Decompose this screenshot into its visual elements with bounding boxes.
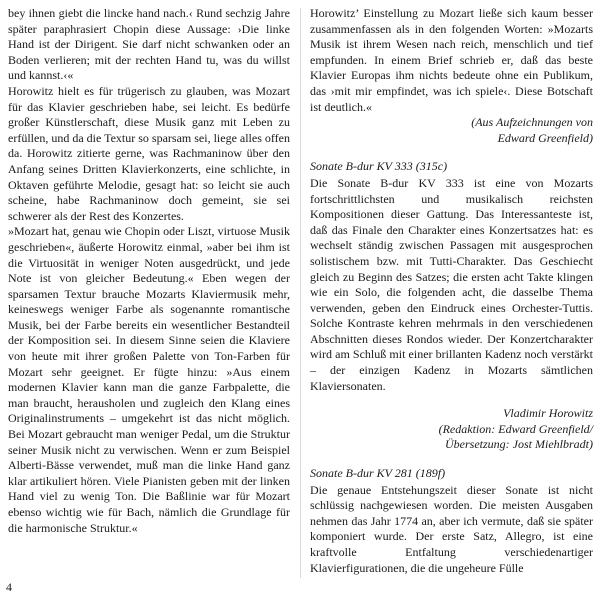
paragraph: Die genaue Entstehungszeit dieser Sonate ist nicht schlüssig nachgewiesen worden. Die meisten Ausgaben nehmen das Jahr 1774 an, aber ich vermute, daß sie später komponiert wurde. Der erste Satz, Allegro, ist eine kraftvolle Entfaltung verschiedenartiger Klavierfigurationen, die die ungeheure Fülle <box>310 482 593 575</box>
paragraph: bey ihnen giebt die lincke hand nach.‹ Rund sechzig Jahre später paraphrasiert Chopin diese Aussage: ›Die linke Hand ist der Dirigent. Sie darf nicht schwanken oder an Boden verlieren; mit der rechten Hand tu, was du willst und kannst.‹« <box>8 6 290 83</box>
signature-name: Vladimir Horowitz <box>503 406 593 421</box>
paragraph: Die Sonate B-dur KV 333 ist eine von Mozarts fortschrittlichsten und musikalisch reichsten Kompositionen dieser Gattung. Das Interessanteste ist, daß das Finale den Charakter eines Konzertsatzes hat: es wechselt ständig zwischen Passagen mit ausgesprochen solistischem bzw. mit Tutti-Charakter. Das Geschiecht gleich zu Beginn des Satzes; die ersten acht Takte klingen wie ein Solo, die folgenden acht, die dasselbe Thema verwenden, geben den Eindruck eines Orchester-Tuttis. Solche Kontraste kehren mehrmals in den verschiedenen Abschnitten dieses Rondos wieder. Der Konzertcharakter wird am Schluß mit einer brillanten Kadenz noch verstärkt – der einzigen Kadenz in Mozarts sämtlichen Klaviersonaten. <box>310 175 593 393</box>
left-column <box>8 6 290 536</box>
paragraph: Horowitz’ Einstellung zu Mozart ließe sich kaum besser zusammenfassen als in den folgenden Worten: »Mozarts Musik ist ihrem Wesen nach reich, menschlich und tief empfunden. In einem Brief schrieb er, daß das beste Klavier Europas ihm nichts bedeute ohne ein Publikum, das ›mit mir empfindet, was ich spiele‹. Diese Botschaft ist deutlich.« <box>310 6 593 114</box>
right-column <box>310 6 593 576</box>
signature-translation: Übersetzung: Jost Miehlbradt) <box>445 437 593 452</box>
section-heading: Sonate B-dur KV 281 (189f) <box>310 466 446 481</box>
source-note: (Aus Aufzeichnungen von <box>471 115 593 130</box>
section-heading: Sonate B-dur KV 333 (315c) <box>310 159 448 174</box>
paragraph: »Mozart hat, genau wie Chopin oder Liszt, virtuose Musik geschrieben«, äußerte Horowitz einmal, »aber bei ihm ist die Virtuosität in weniger Noten ausgedrückt, und jede Note ist von gleicher Bedeutung.« Eben wegen der sparsamen Textur brauche Mozarts Klaviermusik mehr, keineswegs weniger Farbe als sogenannte romantische Musik, bei der Farbe bereits ein wesentlicher Bestandteil der Komposition sei. In diesem Sinne seien die Klaviere von heute mit ihrer großen Palette von Ton-Farben für Mozart sehr geeignet. Er fügte hinzu: »Aus einem modernen Klavier kann man die ganze Farbpalette, die man braucht, herausholen und zugleich den Klang eines Originalinstruments – umgekehrt ist das nicht möglich. Bei Mozart gebraucht man weniger Pedal, um die Struktur seiner Musik nicht zu verwischen. Wenn er zum Beispiel Alberti-Bässe verwendet, muß man die linke Hand ganz klar artikuliert hören. Viele Pianisten geben mit der linken Hand viel zu wenig Ton. Die Baßlinie war für Mozart ebenso wichtig wie für Bach, nämlich die Grundlage für die harmonische Struktur.« <box>8 224 290 535</box>
column-divider <box>300 8 301 578</box>
signature-edit: (Redaktion: Edward Greenfield/ <box>438 421 593 436</box>
source-note: Edward Greenfield) <box>497 130 593 145</box>
spacer <box>310 394 593 406</box>
paragraph: Horowitz hielt es für trügerisch zu glauben, was Mozart für das Klavier geschrieben habe, sei leicht. Es bedürfe großer Künstlerschaft, diese Musik ganz mit Leben zu erfüllen, und da die Textur so sparsam sei, liege alles offen da. Horowitz zitierte gerne, was Rachmaninow über den Anfang seines Dritten Klavierkonzerts, eine schlichte, in Oktaven geführte Melodie, gesagt hat: so leicht sie auch scheine, habe Rachmaninow doch gemeint, sie sei schwerer als der Rest des Konzertes. <box>8 83 290 223</box>
page-number: 4 <box>6 580 12 594</box>
